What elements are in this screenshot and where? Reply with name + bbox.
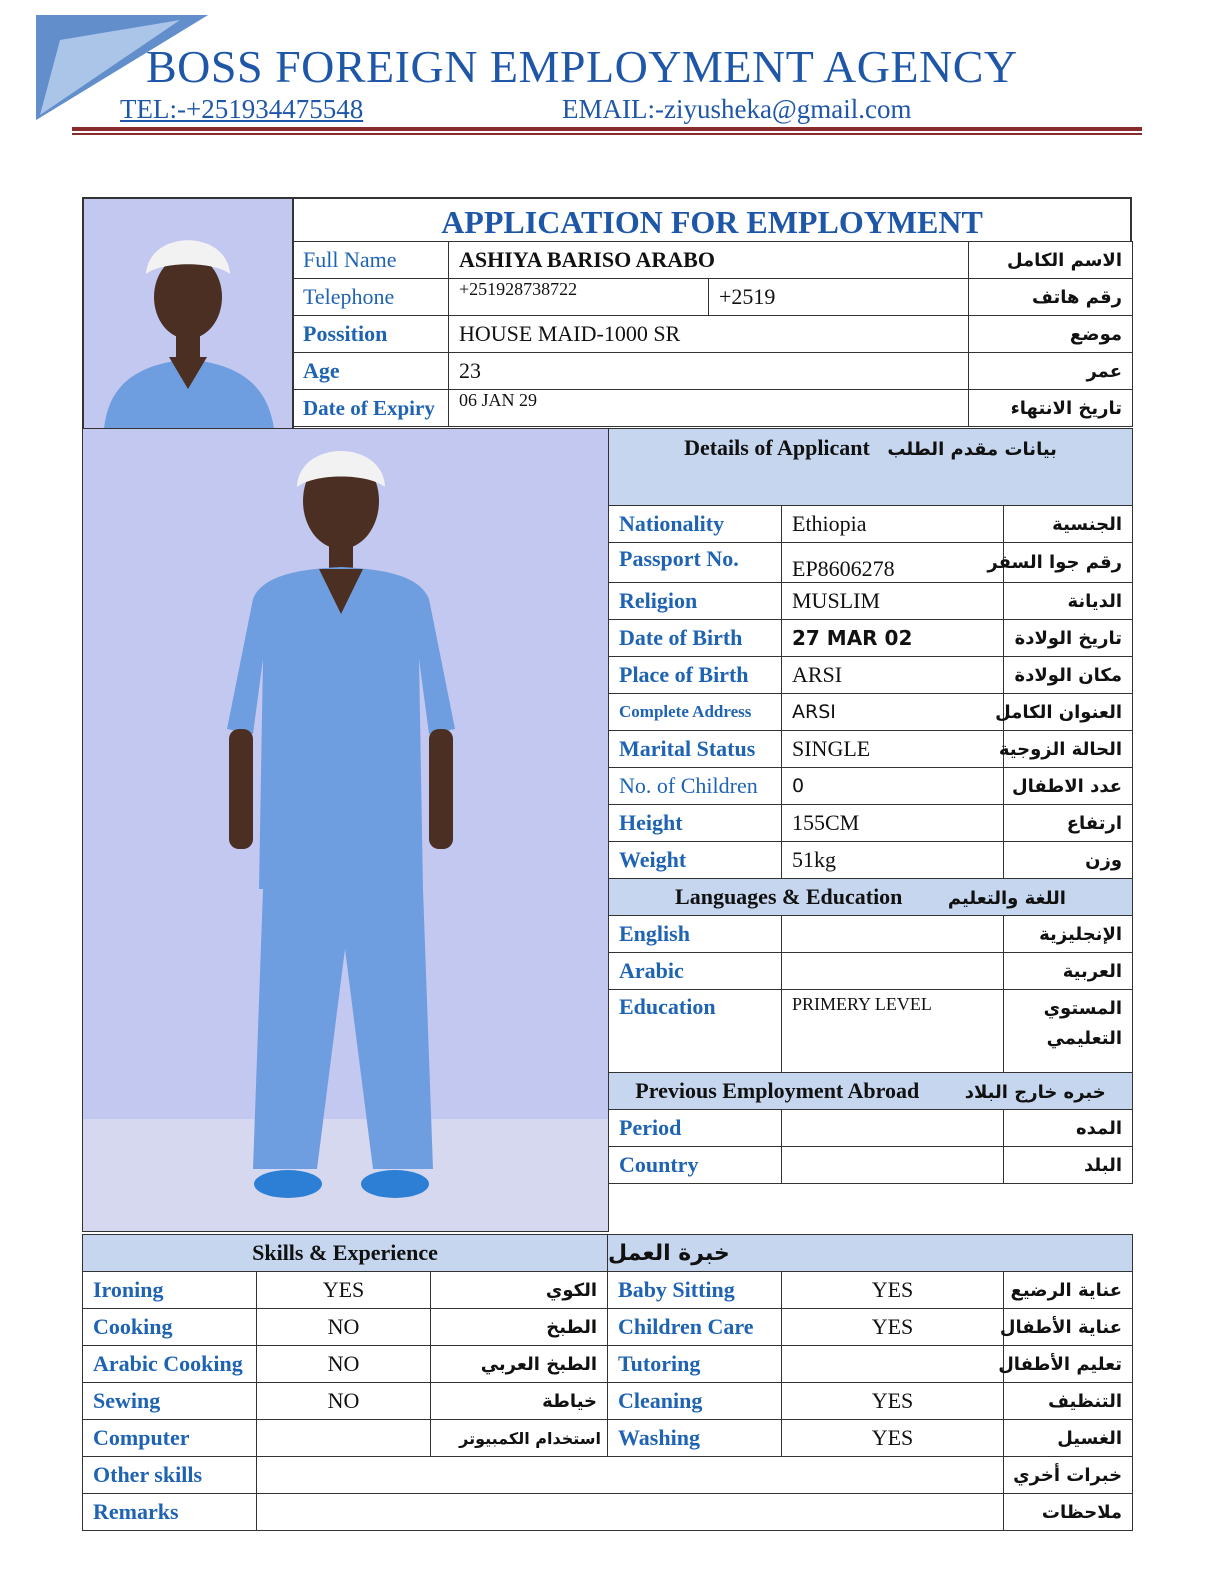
telephone-value: +251928738722 (449, 279, 709, 316)
table-row (609, 842, 1133, 879)
position-ar: موضع (969, 316, 1133, 353)
period-value (782, 1110, 1004, 1147)
table-row (609, 694, 1133, 731)
marital-ar: الحالة الزوجية (1004, 731, 1133, 768)
skill-ironing-ar: الكوي (431, 1272, 608, 1309)
skill-sewing-value: NO (257, 1383, 431, 1420)
expiry-value: 06 JAN 29 (449, 390, 969, 427)
skill-computer-value (257, 1420, 431, 1457)
expiry-ar: تاريخ الانتهاء (969, 390, 1133, 427)
arabic-ar: العربية (1004, 953, 1133, 990)
table-row (609, 620, 1133, 657)
arabic-value (782, 953, 1004, 990)
skill-babysitting-ar: عناية الرضيع (1004, 1272, 1133, 1309)
skill-cooking-value: NO (257, 1309, 431, 1346)
other-skills-value (257, 1457, 1004, 1494)
table-row (83, 1494, 1133, 1531)
previous-title-ar: خبره خارج البلاد (964, 1082, 1106, 1103)
skill-ironing-value: YES (257, 1272, 431, 1309)
position-value: HOUSE MAID-1000 SR (449, 316, 969, 353)
personal-info-table (292, 241, 1133, 427)
skill-tutoring-ar: تعليم الأطفال (1004, 1346, 1133, 1383)
table-row (609, 805, 1133, 842)
position-label: Possition (293, 316, 449, 353)
dob-value: 27 MAR 02 (782, 620, 1004, 657)
portrait-icon (84, 199, 292, 429)
remarks-ar: ملاحظات (1004, 1494, 1133, 1531)
table-row (83, 1309, 1133, 1346)
languages-header (609, 879, 1133, 916)
country-ar: البلد (1004, 1147, 1133, 1184)
skills-header (83, 1235, 1133, 1272)
marital-value: SINGLE (782, 731, 1004, 768)
table-row (83, 1420, 1133, 1457)
table-row (609, 990, 1133, 1073)
previous-title: Previous Employment Abroad (635, 1078, 920, 1103)
skill-sewing-ar: خياطة (431, 1383, 608, 1420)
table-row (609, 953, 1133, 990)
skills-title: Skills & Experience (83, 1235, 608, 1272)
table-row (609, 1147, 1133, 1184)
table-row (83, 1383, 1133, 1420)
full-name-label: Full Name (293, 242, 449, 279)
table-row (293, 390, 1133, 427)
skills-title-ar: خبرة العمل (608, 1240, 730, 1266)
english-ar: الإنجليزية (1004, 916, 1133, 953)
remarks-label: Remarks (83, 1494, 257, 1531)
skill-ironing-label: Ironing (83, 1272, 257, 1309)
age-ar: عمر (969, 353, 1133, 390)
height-value: 155CM (782, 805, 1004, 842)
table-row (609, 1110, 1133, 1147)
english-value (782, 916, 1004, 953)
full-name-value: ASHIYA BARISO ARABO (449, 242, 969, 279)
skill-cleaning-label: Cleaning (608, 1383, 782, 1420)
skill-childcare-ar: عناية الأطفال (1004, 1309, 1133, 1346)
skill-cooking-ar: الطبخ (431, 1309, 608, 1346)
arabic-label: Arabic (609, 953, 782, 990)
languages-title-ar: اللغة والتعليم (947, 888, 1066, 909)
height-label: Height (609, 805, 782, 842)
header-rule (72, 127, 1142, 131)
table-row (83, 1346, 1133, 1383)
skills-table (82, 1234, 1133, 1531)
education-value: PRIMERY LEVEL (782, 990, 1004, 1073)
address-label: Complete Address (609, 694, 782, 731)
skill-tutoring-value (782, 1346, 1004, 1383)
dob-label: Date of Birth (609, 620, 782, 657)
remarks-value (257, 1494, 1004, 1531)
religion-ar: الديانة (1004, 583, 1133, 620)
skill-cleaning-value: YES (782, 1383, 1004, 1420)
previous-header (609, 1073, 1133, 1110)
skill-sewing-label: Sewing (83, 1383, 257, 1420)
table-row (609, 731, 1133, 768)
expiry-label: Date of Expiry (293, 390, 449, 427)
header-rule-thin (72, 133, 1142, 135)
pob-ar: مكان الولادة (1004, 657, 1133, 694)
children-value: 0 (782, 768, 1004, 805)
table-row (83, 1457, 1133, 1494)
table-row (293, 279, 1133, 316)
table-row (609, 657, 1133, 694)
age-label: Age (293, 353, 449, 390)
skill-computer-label: Computer (83, 1420, 257, 1457)
english-label: English (609, 916, 782, 953)
telephone-ar: رقم هاتف (969, 279, 1133, 316)
table-row (293, 353, 1133, 390)
table-row (609, 583, 1133, 620)
skill-arabic-cooking-ar: الطبخ العربي (431, 1346, 608, 1383)
address-ar: العنوان الكامل (1004, 694, 1133, 731)
skill-washing-value: YES (782, 1420, 1004, 1457)
education-label: Education (609, 990, 782, 1073)
children-label: No. of Children (609, 768, 782, 805)
table-row (83, 1272, 1133, 1309)
agency-telephone[interactable]: TEL:-+251934475548 (120, 94, 364, 124)
table-row (293, 316, 1133, 353)
skill-cooking-label: Cooking (83, 1309, 257, 1346)
details-title-ar: بيانات مقدم الطلب (887, 439, 1057, 460)
dob-ar: تاريخ الولادة (1004, 620, 1133, 657)
skill-washing-label: Washing (608, 1420, 782, 1457)
skill-cleaning-ar: التنظيف (1004, 1383, 1133, 1420)
skill-childcare-value: YES (782, 1309, 1004, 1346)
religion-label: Religion (609, 583, 782, 620)
skill-childcare-label: Children Care (608, 1309, 782, 1346)
children-ar: عدد الاطفال (1004, 768, 1133, 805)
period-label: Period (609, 1110, 782, 1147)
details-title: Details of Applicant (684, 435, 870, 460)
period-ar: المده (1004, 1110, 1133, 1147)
weight-label: Weight (609, 842, 782, 879)
skill-tutoring-label: Tutoring (608, 1346, 782, 1383)
table-row (609, 916, 1133, 953)
marital-label: Marital Status (609, 731, 782, 768)
skill-arabic-cooking-label: Arabic Cooking (83, 1346, 257, 1383)
telephone-value-2: +2519 (709, 279, 969, 316)
applicant-photo-small (82, 197, 294, 431)
passport-label: Passport No. (609, 543, 782, 583)
skill-washing-ar: الغسيل (1004, 1420, 1133, 1457)
passport-value: EP8606278 (782, 543, 1004, 583)
skill-babysitting-value: YES (782, 1272, 1004, 1309)
weight-ar: وزن (1004, 842, 1133, 879)
agency-email[interactable]: EMAIL:-ziyusheka@gmail.com (562, 94, 912, 124)
full-body-figure-icon (83, 429, 608, 1231)
country-label: Country (609, 1147, 782, 1184)
education-ar: المستوي التعليمي (1004, 990, 1133, 1073)
applicant-photo-full (82, 428, 609, 1232)
weight-value: 51kg (782, 842, 1004, 879)
nationality-value: Ethiopia (782, 506, 1004, 543)
table-row (609, 768, 1133, 805)
passport-ar: رقم جوا السفر (1004, 543, 1133, 583)
religion-value: MUSLIM (782, 583, 1004, 620)
telephone-label: Telephone (293, 279, 449, 316)
form-title: APPLICATION FOR EMPLOYMENT (441, 204, 983, 240)
details-table (608, 428, 1133, 1184)
skill-computer-ar: استخدام الكمبيوتر (431, 1420, 608, 1457)
table-row (609, 543, 1133, 583)
table-row (609, 506, 1133, 543)
height-ar: ارتفاع (1004, 805, 1133, 842)
agency-name: BOSS FOREIGN EMPLOYMENT AGENCY (146, 41, 1018, 92)
nationality-label: Nationality (609, 506, 782, 543)
pob-value: ARSI (782, 657, 1004, 694)
full-name-ar: الاسم الكامل (969, 242, 1133, 279)
other-skills-ar: خبرات أخري (1004, 1457, 1133, 1494)
languages-title: Languages & Education (675, 884, 903, 909)
table-row (293, 242, 1133, 279)
skill-babysitting-label: Baby Sitting (608, 1272, 782, 1309)
nationality-ar: الجنسية (1004, 506, 1133, 543)
age-value: 23 (449, 353, 969, 390)
pob-label: Place of Birth (609, 657, 782, 694)
details-header (609, 429, 1133, 506)
other-skills-label: Other skills (83, 1457, 257, 1494)
country-value (782, 1147, 1004, 1184)
skill-arabic-cooking-value: NO (257, 1346, 431, 1383)
address-value: ARSI (782, 694, 1004, 731)
